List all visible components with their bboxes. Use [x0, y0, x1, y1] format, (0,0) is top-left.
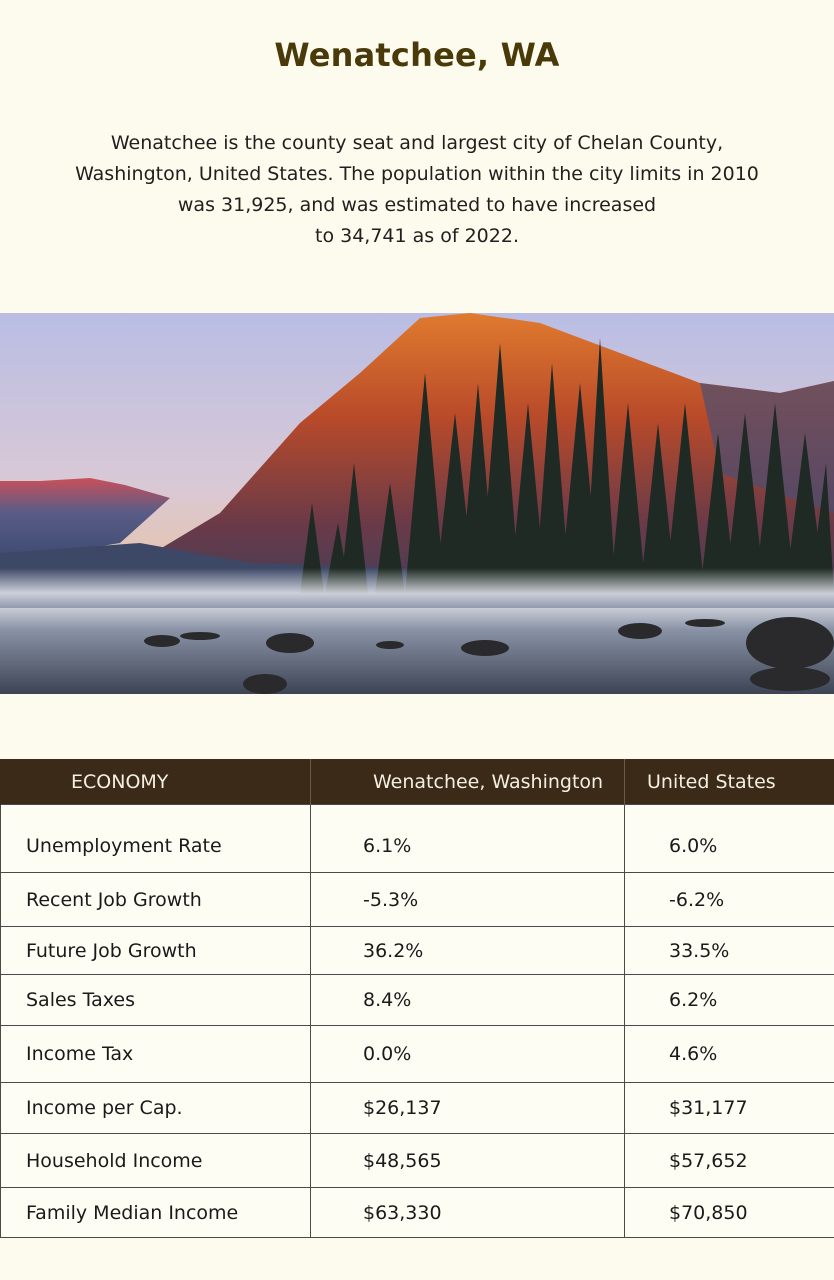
table-row	[1, 805, 834, 873]
table-row	[1, 975, 834, 1026]
row-label: Recent Job Growth	[1, 873, 311, 927]
intro-line: to 34,741 as of 2022.	[315, 225, 519, 247]
row-label: Income Tax	[1, 1026, 311, 1083]
wenatchee-value: $63,330	[311, 1188, 625, 1238]
wenatchee-value: 0.0%	[311, 1026, 625, 1083]
row-label: Income per Cap.	[1, 1083, 311, 1134]
table-row	[1, 873, 834, 927]
wenatchee-value: $48,565	[311, 1134, 625, 1188]
wenatchee-value: 8.4%	[311, 975, 625, 1026]
intro-line: Washington, United States. The population within the city limits in 2010	[75, 163, 759, 185]
row-label: Sales Taxes	[1, 975, 311, 1026]
table-row	[1, 1134, 834, 1188]
us-value: $57,652	[625, 1134, 834, 1188]
table-row	[1, 1026, 834, 1083]
row-label: Unemployment Rate	[1, 805, 311, 873]
table-row	[1, 1188, 834, 1238]
wenatchee-value: 6.1%	[311, 805, 625, 873]
table-row	[1, 927, 834, 975]
column-header-united-states: United States	[625, 759, 834, 805]
us-value: $31,177	[625, 1083, 834, 1134]
intro-line: Wenatchee is the county seat and largest city of Chelan County,	[110, 132, 724, 154]
economy-table	[0, 759, 834, 1238]
wenatchee-value: $26,137	[311, 1083, 625, 1134]
wenatchee-value: 36.2%	[311, 927, 625, 975]
us-value: 6.0%	[625, 805, 834, 873]
row-label: Family Median Income	[1, 1188, 311, 1238]
intro-line: was 31,925, and was estimated to have increased	[177, 194, 657, 216]
row-label: Household Income	[1, 1134, 311, 1188]
us-value: 4.6%	[625, 1026, 834, 1083]
column-header-economy: ECONOMY	[1, 759, 311, 805]
wenatchee-value: -5.3%	[311, 873, 625, 927]
row-label: Future Job Growth	[1, 927, 311, 975]
us-value: $70,850	[625, 1188, 834, 1238]
page-title: Wenatchee, WA	[274, 36, 560, 74]
us-value: 33.5%	[625, 927, 834, 975]
intro-paragraph	[60, 128, 774, 252]
table-row	[1, 1083, 834, 1134]
us-value: 6.2%	[625, 975, 834, 1026]
landscape-photo	[0, 313, 834, 694]
table-header-row	[1, 759, 834, 805]
column-header-wenatchee: Wenatchee, Washington	[311, 759, 625, 805]
us-value: -6.2%	[625, 873, 834, 927]
